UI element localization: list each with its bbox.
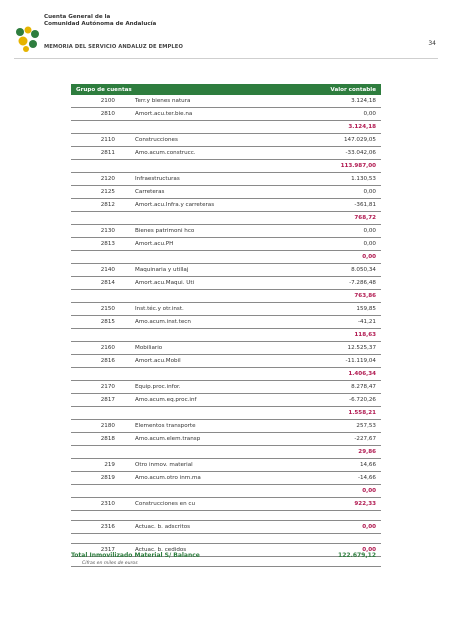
account-value: 0,00	[363, 111, 376, 117]
account-description: Amo.acum.elem.transp	[135, 436, 201, 442]
account-code: 2818	[100, 436, 115, 442]
table-header	[71, 84, 381, 95]
account-description: Infraestructuras	[135, 176, 180, 182]
row-spacer	[71, 511, 381, 521]
account-description: Inst.téc.y otr.inst.	[135, 306, 184, 312]
subtotal-value: 113.987,00	[340, 163, 376, 169]
account-value: 3.124,18	[351, 98, 376, 104]
units-note: Cifras en miles de euros	[82, 561, 138, 566]
account-description: Amort.acu.PH	[135, 241, 174, 247]
account-value: -227,67	[354, 436, 376, 442]
account-code: 2310	[100, 501, 115, 507]
account-code: 2150	[100, 306, 115, 312]
table-row	[71, 186, 381, 199]
table-row	[71, 303, 381, 316]
account-description: Amort.acu.Mobil	[135, 358, 181, 364]
subtotal-value: 763,86	[354, 293, 376, 299]
subtotal-row	[71, 121, 381, 134]
account-code: 2810	[100, 111, 115, 117]
table-row	[71, 521, 381, 534]
account-description: Elementos transporte	[135, 423, 196, 429]
account-description: Mobiliario	[135, 345, 163, 351]
table-row	[71, 134, 381, 147]
total-label: Total Inmovilizado Material S/ Balance	[71, 551, 200, 559]
account-value: 0,00	[362, 547, 376, 553]
account-value: -11.119,04	[345, 358, 376, 364]
account-value: 0,00	[362, 524, 376, 530]
account-value: 8.050,34	[351, 267, 376, 273]
account-value: 8.278,47	[351, 384, 376, 390]
account-description: Construcciones en cu	[135, 501, 196, 507]
accounts-table	[71, 84, 381, 567]
account-code: 2813	[100, 241, 115, 247]
account-code: 2811	[100, 150, 115, 156]
account-description: Amo.acum.eq.proc.inf	[135, 397, 197, 403]
account-code: 2819	[100, 475, 115, 481]
account-code: 2816	[100, 358, 115, 364]
account-value: 147.029,05	[343, 137, 376, 143]
account-code: 2815	[100, 319, 115, 325]
account-code: 2110	[100, 137, 115, 143]
table-row	[71, 381, 381, 394]
page-number: 34	[428, 40, 436, 47]
account-value: -7.286,48	[349, 280, 376, 286]
account-code: 2140	[100, 267, 115, 273]
account-value: 0,00	[363, 228, 376, 234]
table-row	[71, 147, 381, 160]
page-header	[14, 14, 438, 56]
subtotal-row	[71, 160, 381, 173]
subtotal-value: 29,86	[358, 449, 376, 455]
org-line-2: Comunidad Autónoma de Andalucía	[44, 21, 157, 27]
subtotal-row	[71, 368, 381, 381]
subtotal-value: 3.124,18	[348, 124, 376, 130]
account-description: Actuac. b. cedidos	[135, 547, 187, 553]
account-code: 2125	[100, 189, 115, 195]
account-description: Amort.acu.ter.bie.na	[135, 111, 193, 117]
account-code: 2814	[100, 280, 115, 286]
table-row	[71, 277, 381, 290]
table-row	[71, 173, 381, 186]
account-value: 12.525,37	[347, 345, 376, 351]
account-description: Amort.acu.Infra.y carreteras	[135, 202, 215, 208]
junta-andalucia-logo-icon	[14, 24, 42, 54]
account-description: Amo.acum.otro inm.ma	[135, 475, 201, 481]
account-code: 2817	[100, 397, 115, 403]
table-row	[71, 355, 381, 368]
total-row	[71, 549, 381, 561]
table-row	[71, 472, 381, 485]
col-header-value: Valor contable	[330, 86, 376, 93]
account-description: Amort.acu.Maqui. Uti	[135, 280, 195, 286]
table-row	[71, 238, 381, 251]
account-code: 2317	[100, 547, 115, 553]
table-row	[71, 498, 381, 511]
account-description: Equip.proc.infor.	[135, 384, 181, 390]
table-row	[71, 108, 381, 121]
account-code: 2120	[100, 176, 115, 182]
account-value: 0,00	[363, 189, 376, 195]
account-description: Terr.y bienes natura	[135, 98, 191, 104]
subtotal-value: 0,00	[362, 254, 376, 260]
account-description: Amo.acum.inst.tecn	[135, 319, 191, 325]
table-row	[71, 264, 381, 277]
subtotal-row	[71, 251, 381, 264]
subtotal-value: 118,63	[354, 332, 376, 338]
subtotal-row	[71, 290, 381, 303]
account-value: 922,33	[354, 501, 376, 507]
subtotal-value: 1.558,21	[348, 410, 376, 416]
organization-name	[44, 14, 156, 28]
subtotal-value: 1.406,34	[348, 371, 376, 377]
account-description: Maquinaria y utillaj	[135, 267, 189, 273]
subtotal-row	[71, 329, 381, 342]
account-value: -41,21	[357, 319, 376, 325]
table-row	[71, 394, 381, 407]
account-description: Carreteras	[135, 189, 165, 195]
account-code: 219	[104, 462, 115, 468]
subtotal-value: 0,00	[362, 488, 376, 494]
account-description: Amo.acum.construcc.	[135, 150, 196, 156]
account-code: 2170	[100, 384, 115, 390]
account-code: 2130	[100, 228, 115, 234]
account-value: 1.130,53	[351, 176, 376, 182]
table-row	[71, 420, 381, 433]
header-divider	[14, 58, 438, 59]
subtotal-row	[71, 212, 381, 225]
table-row	[71, 433, 381, 446]
account-value: -33.042,06	[345, 150, 376, 156]
account-value: 14,66	[359, 462, 376, 468]
table-row	[71, 342, 381, 355]
account-code: 2180	[100, 423, 115, 429]
account-value: -6.720,26	[349, 397, 376, 403]
document-subtitle: MEMORIA DEL SERVICIO ANDALUZ DE EMPLEO	[44, 44, 183, 50]
account-value: 0,00	[363, 241, 376, 247]
account-value: 159,85	[356, 306, 376, 312]
account-code: 2160	[100, 345, 115, 351]
table-row	[71, 225, 381, 238]
account-description: Construcciones	[135, 137, 178, 143]
account-value: -14,66	[357, 475, 376, 481]
account-value: 257,53	[356, 423, 376, 429]
org-line-1: Cuenta General de la	[44, 14, 111, 20]
subtotal-value: 768,72	[354, 215, 376, 221]
account-value: -361,81	[354, 202, 376, 208]
account-description: Bienes patrimoni hco	[135, 228, 195, 234]
subtotal-row	[71, 446, 381, 459]
account-code: 2812	[100, 202, 115, 208]
account-description: Otro inmov. material	[135, 462, 193, 468]
account-code: 2316	[100, 524, 115, 530]
row-spacer	[71, 534, 381, 544]
account-code: 2100	[100, 98, 115, 104]
table-body	[71, 95, 381, 567]
subtotal-row	[71, 407, 381, 420]
total-value: 122.679,12	[338, 551, 376, 559]
account-description: Actuac. b. adscritos	[135, 524, 191, 530]
table-row	[71, 316, 381, 329]
col-header-group: Grupo de cuentas	[76, 86, 132, 93]
table-row	[71, 459, 381, 472]
table-row	[71, 199, 381, 212]
subtotal-row	[71, 485, 381, 498]
table-row	[71, 95, 381, 108]
